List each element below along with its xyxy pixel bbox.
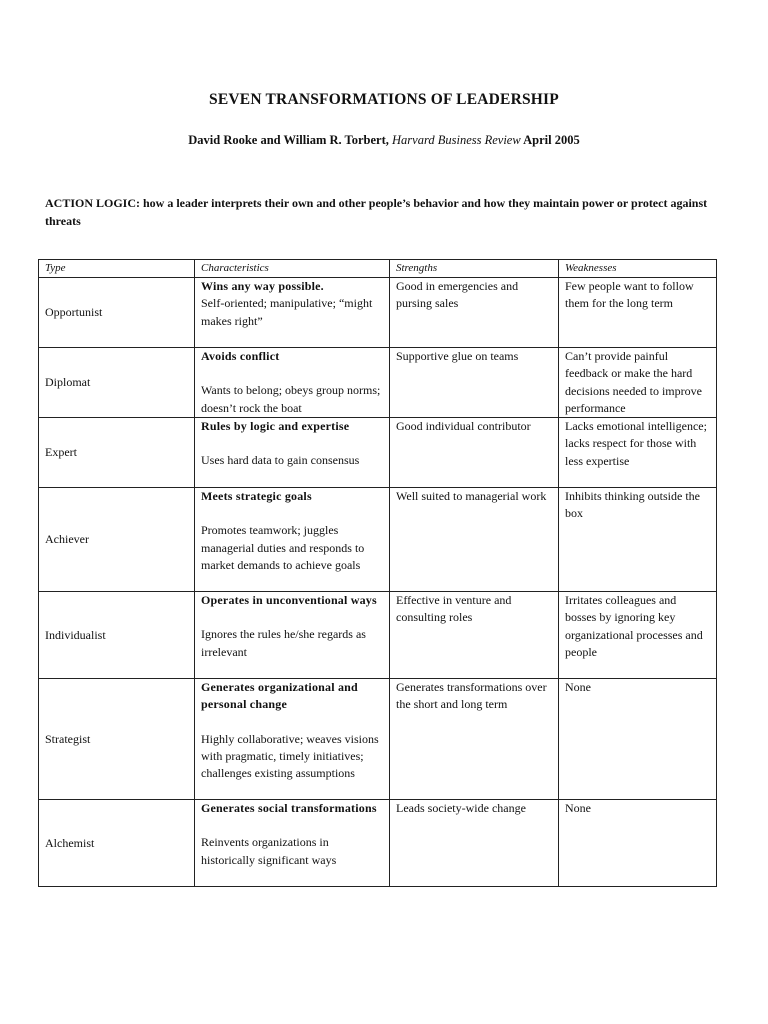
cell-type: Opportunist (39, 278, 195, 348)
cell-strengths: Well suited to managerial work (390, 488, 559, 592)
cell-type: Achiever (39, 488, 195, 592)
cell-strengths: Effective in venture and consulting roles (390, 592, 559, 679)
cell-characteristics (195, 592, 390, 679)
characteristic-headline: Generates organizational and personal change (201, 680, 358, 712)
table-header-row (39, 260, 717, 278)
document-title: SEVEN TRANSFORMATIONS OF LEADERSHIP (209, 91, 559, 108)
cell-type: Expert (39, 418, 195, 488)
cell-strengths: Generates transformations over the short and long term (390, 679, 559, 800)
cell-characteristics (195, 348, 390, 418)
cell-weaknesses: None (559, 800, 717, 887)
characteristic-headline: Operates in unconventional ways (201, 593, 377, 608)
table-row (39, 592, 717, 679)
leadership-table (38, 259, 717, 887)
action-logic-definition: ACTION LOGIC: how a leader interprets their own and other people’s behavior and how they maintain power or protect against threats (45, 196, 708, 228)
cell-weaknesses: Inhibits thinking outside the box (559, 488, 717, 592)
cell-characteristics (195, 488, 390, 592)
characteristic-headline: Rules by logic and expertise (201, 419, 350, 434)
cell-type: Diplomat (39, 348, 195, 418)
cell-characteristics (195, 278, 390, 348)
characteristic-description: Highly collaborative; weaves visions with pragmatic, timely initiatives; challenges existing assumptions (201, 731, 379, 781)
cell-type: Alchemist (39, 800, 195, 887)
table-row (39, 418, 717, 488)
cell-type: Individualist (39, 592, 195, 679)
cell-weaknesses: Few people want to follow them for the long term (559, 278, 717, 348)
table-row (39, 278, 717, 348)
table-row (39, 488, 717, 592)
cell-weaknesses: Irritates colleagues and bosses by ignoring key organizational processes and people (559, 592, 717, 679)
cell-characteristics (195, 418, 390, 488)
cell-weaknesses: Can’t provide painful feedback or make the hard decisions needed to improve performance (559, 348, 717, 418)
characteristic-headline: Generates social transformations (201, 801, 377, 816)
byline-date: April 2005 (520, 133, 580, 147)
characteristic-description: Uses hard data to gain consensus (201, 453, 360, 468)
table-row (39, 800, 717, 887)
header-characteristics: Characteristics (195, 260, 390, 278)
characteristic-description: Self-oriented; manipulative; “might makes right” (201, 296, 373, 328)
byline (0, 133, 768, 148)
header-strengths: Strengths (390, 260, 559, 278)
table-row (39, 679, 717, 800)
spacer (201, 505, 383, 522)
cell-type: Strategist (39, 679, 195, 800)
cell-strengths: Leads society-wide change (390, 800, 559, 887)
characteristic-headline: Avoids conflict (201, 349, 280, 363)
characteristic-headline: Wins any way possible. (201, 279, 324, 293)
header-type: Type (39, 260, 195, 278)
cell-characteristics (195, 679, 390, 800)
byline-journal: Harvard Business Review (392, 133, 521, 147)
table-row (39, 348, 717, 418)
cell-weaknesses: None (559, 679, 717, 800)
spacer (201, 435, 383, 452)
byline-authors: David Rooke and William R. Torbert, (188, 133, 392, 147)
characteristic-description: Ignores the rules he/she regards as irrelevant (201, 627, 366, 659)
spacer (201, 365, 383, 382)
cell-strengths: Good individual contributor (390, 418, 559, 488)
characteristic-description: Promotes teamwork; juggles managerial duties and responds to market demands to achieve goals (201, 523, 365, 573)
characteristic-description: Reinvents organizations in historically significant ways (201, 835, 337, 867)
cell-weaknesses: Lacks emotional intelligence; lacks respect for those with less expertise (559, 418, 717, 488)
cell-strengths: Supportive glue on teams (390, 348, 559, 418)
cell-strengths: Good in emergencies and pursing sales (390, 278, 559, 348)
characteristic-description: Wants to belong; obeys group norms; doesn’t rock the boat (201, 383, 381, 415)
characteristic-headline: Meets strategic goals (201, 489, 312, 504)
header-weaknesses: Weaknesses (559, 260, 717, 278)
cell-characteristics (195, 800, 390, 887)
